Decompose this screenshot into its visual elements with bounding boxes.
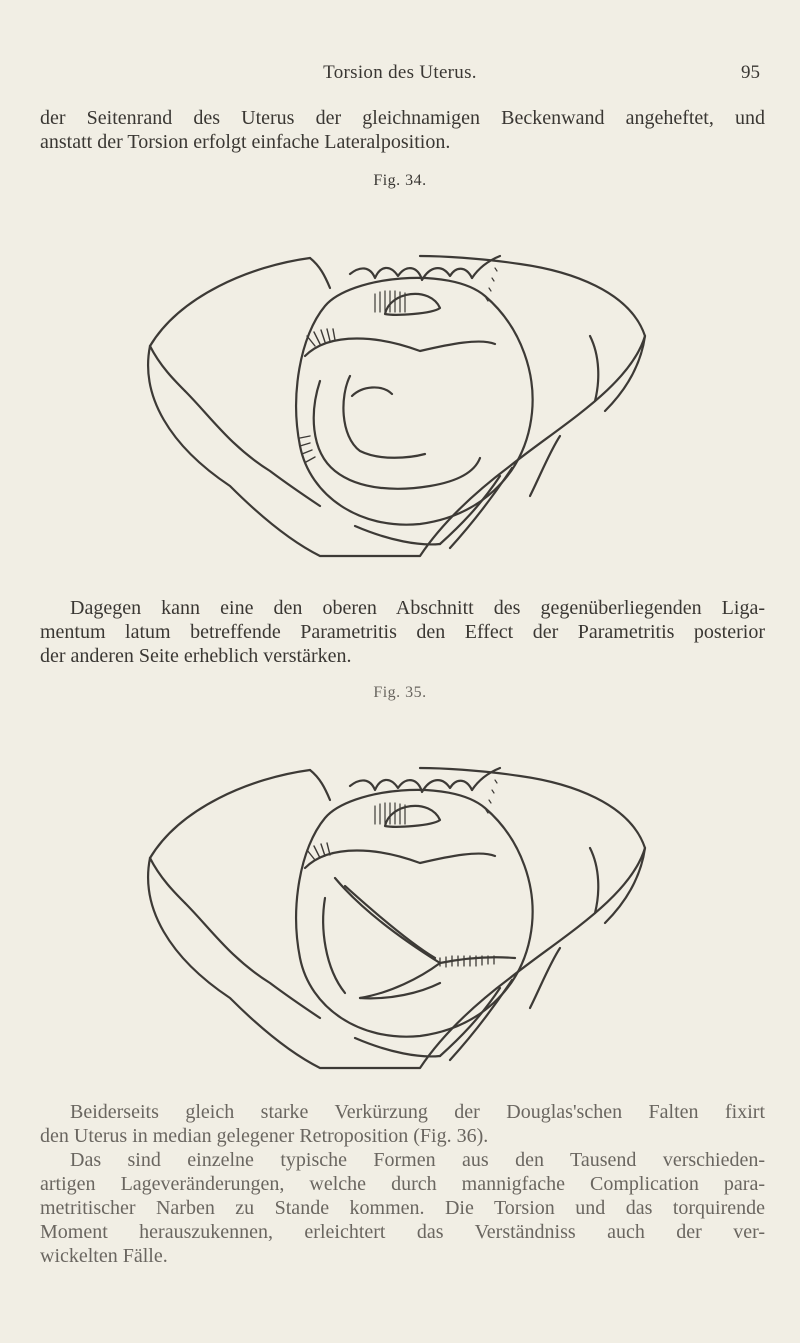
paragraph-1 (40, 106, 765, 154)
text-line: Beiderseits gleich starke Verkürzung der Douglas'schen Falten fixirt (70, 1101, 765, 1123)
paragraph-3 (40, 1100, 765, 1148)
running-title: Torsion des Uterus. (323, 62, 477, 83)
paragraph-4 (40, 1148, 765, 1268)
text-line: Moment herauszukennen, erleichtert das Verständniss auch der ver- (40, 1221, 765, 1243)
text-line: der Seitenrand des Uterus der gleichnamigen Beckenwand angeheftet, und (40, 107, 765, 129)
figure-35-caption: Fig. 35. (373, 684, 427, 701)
paragraph-2 (40, 596, 765, 668)
text-line: anstatt der Torsion erfolgt einfache Lateralposition. (40, 131, 451, 153)
figure-34-pelvis-illustration (120, 196, 680, 576)
text-line: metritischer Narben zu Stande kommen. Die Torsion und das torquirende (40, 1197, 765, 1219)
figure-34-caption: Fig. 34. (373, 172, 427, 189)
page-header (40, 62, 760, 88)
text-line: den Uterus in median gelegener Retroposition (Fig. 36). (40, 1125, 489, 1147)
text-line: artigen Lageveränderungen, welche durch mannigfache Complication para- (40, 1173, 765, 1195)
figure-35-pelvis-illustration (120, 708, 680, 1088)
text-line: wickelten Fälle. (40, 1245, 168, 1267)
text-line: Das sind einzelne typische Formen aus den Tausend verschieden- (70, 1149, 765, 1171)
text-line: Dagegen kann eine den oberen Abschnitt des gegenüberliegenden Liga- (70, 597, 765, 619)
text-line: der anderen Seite erheblich verstärken. (40, 645, 352, 667)
page-number: 95 (741, 62, 760, 83)
text-line: mentum latum betreffende Parametritis den Effect der Parametritis posterior (40, 621, 765, 643)
